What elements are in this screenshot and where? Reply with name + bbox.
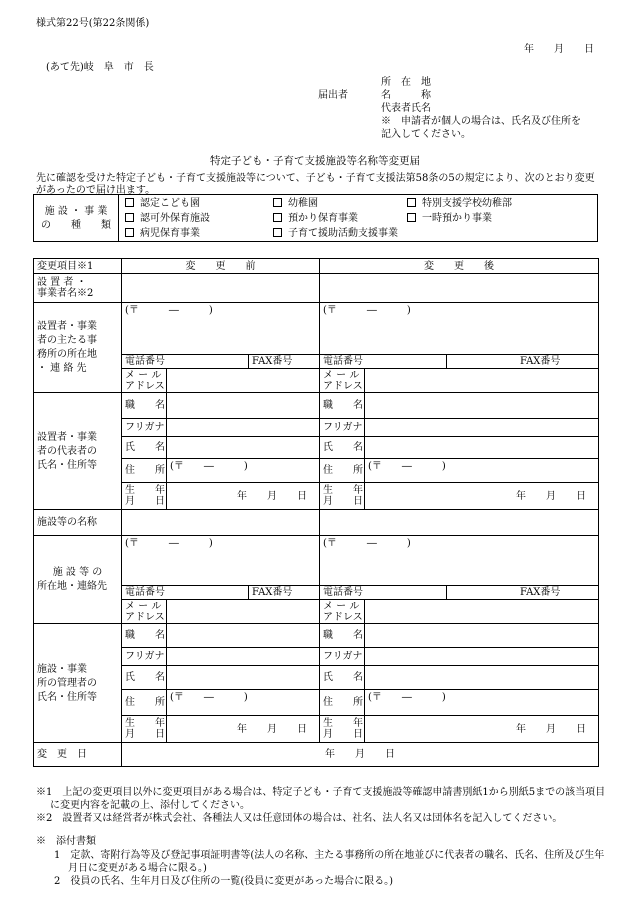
mgr-address-label-before: 住 所 [122, 690, 167, 716]
label-line: 生 年 [125, 485, 165, 496]
postal-code: (〒 ― ) [323, 538, 411, 549]
facility-fax-after[interactable] [447, 586, 599, 600]
office-address-label [34, 303, 122, 393]
checkbox[interactable] [125, 198, 134, 207]
name-label: 名 称 [381, 90, 431, 101]
option-label: 子育て援助活動支援事業 [288, 228, 398, 239]
facility-type-label [34, 195, 119, 242]
label-line: 者の主たる事 [37, 335, 97, 346]
facility-address-after[interactable] [320, 536, 599, 586]
mgr-address-before[interactable] [167, 690, 320, 716]
mgr-title-after[interactable] [365, 624, 599, 648]
facility-mail-before[interactable] [167, 600, 320, 624]
item-header: 変更項目※1 [34, 259, 122, 274]
form-number: 様式第22号(第22条関係) [36, 18, 150, 29]
mgr-title-label-before: 職 名 [122, 624, 167, 648]
checkbox[interactable] [407, 198, 416, 207]
facility-type-table [33, 194, 598, 242]
office-mail-after[interactable] [365, 369, 599, 393]
rep-name-before[interactable] [167, 437, 320, 459]
mgr-address-label-after: 住 所 [320, 690, 365, 716]
label-line: 施 設 等 の [52, 567, 103, 578]
label-line: 生 年 [125, 718, 165, 729]
postal-code: (〒 ― ) [323, 305, 411, 316]
note-1: ※1 上記の変更項目以外に変更項目がある場合は、特定子ども・子育て支援施設等確認申請書別紙1から別紙5までの該当項目 [36, 787, 606, 798]
change-date-value[interactable] [122, 743, 599, 767]
label-line: 生 年 [323, 718, 363, 729]
label-line: 設 置 者 ・ [37, 277, 87, 288]
label-line: 所在地・連絡先 [37, 581, 107, 592]
checkbox[interactable] [273, 213, 282, 222]
intro-text: 先に確認を受けた特定子ども・子育て支援施設等について、子ども・子育て支援法第58条の5の規定により、次のとおり変更 [36, 173, 595, 184]
applicant-note-cont: 記入してください。 [381, 129, 471, 140]
mgr-birth-after[interactable] [365, 716, 599, 743]
office-mail-label-after [320, 369, 365, 393]
rep-name-label-after: 氏 名 [320, 437, 365, 459]
facility-type-label-line2: の 種 類 [41, 219, 111, 231]
office-tel-before[interactable] [122, 355, 249, 369]
option-tokubetsu[interactable] [407, 198, 512, 209]
note-2: ※2 設置者又は経営者が株式会社、各種法人又は任意団体の場合は、社名、法人名又は団体名を記入してください。 [36, 813, 563, 824]
postal-code: (〒 ― ) [368, 461, 446, 472]
representative-label [34, 393, 122, 510]
label-line: ・ 連 絡 先 [37, 363, 87, 374]
tel-label: 電話番号 [323, 587, 363, 598]
label-line: メ ー ル [323, 369, 360, 381]
facility-mail-label-after [320, 600, 365, 624]
label-line: アドレス [323, 380, 363, 392]
date-placeholder: 年 月 日 [325, 749, 395, 760]
fax-label: FAX番号 [252, 587, 293, 598]
mgr-birth-before[interactable] [167, 716, 320, 743]
option-label: 預かり保育事業 [288, 213, 358, 224]
rep-birth-before[interactable] [167, 483, 320, 510]
attachment-2: 2 役員の氏名、生年月日及び住所の一覧(役員に変更があった場合に限る。) [54, 876, 394, 887]
intro-text-cont: があったので届け出ます。 [36, 185, 156, 196]
label-line: 所の管理者の [37, 677, 97, 689]
attachments-heading: ※ 添付書類 [36, 836, 96, 847]
mgr-furigana-before[interactable] [167, 648, 320, 666]
facility-type-options [119, 195, 598, 242]
option-nintei[interactable] [125, 198, 200, 209]
mgr-name-label-after: 氏 名 [320, 666, 365, 690]
tel-label: 電話番号 [323, 356, 363, 367]
rep-title-before[interactable] [167, 393, 320, 419]
rep-address-after[interactable] [365, 459, 599, 483]
fax-label: FAX番号 [252, 356, 293, 367]
mgr-birth-label-before [122, 716, 167, 743]
office-mail-before[interactable] [167, 369, 320, 393]
label-line: 氏名・住所等 [37, 691, 97, 703]
note-1-cont: に変更内容を記載の上、添付してください。 [50, 800, 250, 811]
option-kosodate-enjo[interactable] [273, 228, 398, 239]
rep-address-label-before: 住 所 [122, 459, 167, 483]
label-line: 設置者・事業 [37, 321, 97, 332]
setter-name-before[interactable] [122, 274, 320, 303]
rep-furigana-after[interactable] [365, 419, 599, 437]
attachment-1-cont: 月日に変更がある場合に限る。) [68, 863, 207, 874]
option-azukari[interactable] [273, 213, 358, 224]
facility-type-label-line1: 施 設 ・ 事 業 [44, 205, 108, 217]
manager-label [34, 624, 122, 743]
rep-furigana-before[interactable] [167, 419, 320, 437]
option-byouji[interactable] [125, 228, 200, 239]
option-label: 病児保育事業 [140, 228, 200, 239]
date-placeholder: 年 月 日 [516, 723, 586, 735]
office-address-after[interactable] [320, 303, 599, 355]
option-label: 一時預かり事業 [422, 213, 492, 224]
checkbox[interactable] [125, 228, 134, 237]
option-ninkagai[interactable] [125, 213, 210, 224]
applicant-note: ※ 申請者が個人の場合は、氏名及び住所を [381, 116, 581, 127]
label-line: メ ー ル [125, 600, 162, 612]
facility-name-label: 施設等の名称 [34, 510, 122, 536]
date-placeholder: 年 月 日 [237, 490, 307, 502]
before-header: 変 更 前 [122, 259, 320, 274]
postal-code: (〒 ― ) [368, 692, 446, 703]
rep-birth-after[interactable] [365, 483, 599, 510]
rep-title-after[interactable] [365, 393, 599, 419]
address-label: 所 在 地 [381, 77, 431, 88]
option-label: 認定こども園 [140, 198, 200, 209]
label-line: 者の代表者の [37, 445, 97, 457]
rep-title-label-before: 職 名 [122, 393, 167, 419]
change-table [33, 258, 599, 767]
label-line: 生 年 [323, 485, 363, 496]
postal-code: (〒 ― ) [170, 692, 248, 703]
representative-label: 代表者氏名 [381, 103, 431, 114]
checkbox[interactable] [407, 213, 416, 222]
postal-code: (〒 ― ) [125, 305, 213, 316]
label-line: アドレス [125, 380, 165, 392]
fax-label: FAX番号 [520, 356, 561, 367]
postal-code: (〒 ― ) [170, 461, 248, 472]
mgr-furigana-label-after: フリガナ [320, 648, 365, 666]
label-line: 月 日 [323, 496, 363, 507]
label-line: 月 日 [323, 729, 363, 740]
facility-mail-label-before [122, 600, 167, 624]
label-line: アドレス [125, 611, 165, 623]
rep-birth-label-before [122, 483, 167, 510]
attachment-1: 1 定款、寄附行為等及び登記事項証明書等(法人の名称、主たる事務所の所在地並びに代表者の職名、氏名、住所及び生年 [54, 850, 605, 861]
mgr-title-label-after: 職 名 [320, 624, 365, 648]
date-line: 年 月 日 [524, 44, 594, 55]
label-line: メ ー ル [323, 600, 360, 612]
rep-address-before[interactable] [167, 459, 320, 483]
change-date-label: 変 更 日 [34, 743, 122, 767]
mgr-birth-label-after [320, 716, 365, 743]
facility-mail-after[interactable] [365, 600, 599, 624]
rep-birth-label-after [320, 483, 365, 510]
facility-name-after[interactable] [320, 510, 599, 536]
label-line: 施設・事業 [37, 663, 87, 675]
mgr-title-before[interactable] [167, 624, 320, 648]
rep-furigana-label-before: フリガナ [122, 419, 167, 437]
facility-address-before[interactable] [122, 536, 320, 586]
page-title: 特定子ども・子育て支援施設等名称等変更届 [210, 155, 420, 167]
option-label: 幼稚園 [288, 198, 318, 209]
rep-furigana-label-after: フリガナ [320, 419, 365, 437]
checkbox[interactable] [125, 213, 134, 222]
option-label: 特別支援学校幼稚部 [422, 198, 512, 209]
office-fax-after[interactable] [447, 355, 599, 369]
facility-tel-after[interactable] [320, 586, 447, 600]
after-header: 変 更 後 [320, 259, 599, 274]
setter-name-after[interactable] [320, 274, 599, 303]
date-placeholder: 年 月 日 [516, 490, 586, 502]
label-line: 務所の所在地 [37, 349, 97, 360]
mgr-furigana-label-before: フリガナ [122, 648, 167, 666]
rep-address-label-after: 住 所 [320, 459, 365, 483]
date-placeholder: 年 月 日 [237, 723, 307, 735]
label-line: 月 日 [125, 729, 165, 740]
addressee: (あて先)岐 阜 市 長 [46, 62, 154, 73]
mgr-name-label-before: 氏 名 [122, 666, 167, 690]
fax-label: FAX番号 [520, 587, 561, 598]
facility-tel-before[interactable] [122, 586, 249, 600]
office-address-before[interactable] [122, 303, 320, 355]
facility-address-label [34, 536, 122, 624]
mgr-name-before[interactable] [167, 666, 320, 690]
applicant-label: 届出者 [318, 90, 348, 101]
option-youchien[interactable] [273, 198, 318, 209]
label-line: メ ー ル [125, 369, 162, 381]
checkbox[interactable] [273, 228, 282, 237]
setter-name-label [34, 274, 122, 303]
label-line: アドレス [323, 611, 363, 623]
rep-name-label-before: 氏 名 [122, 437, 167, 459]
option-ichiji[interactable] [407, 213, 492, 224]
mgr-address-after[interactable] [365, 690, 599, 716]
facility-fax-before[interactable] [249, 586, 320, 600]
tel-label: 電話番号 [125, 356, 165, 367]
tel-label: 電話番号 [125, 587, 165, 598]
label-line: 氏名・住所等 [37, 459, 97, 471]
office-fax-before[interactable] [249, 355, 320, 369]
option-label: 認可外保育施設 [140, 213, 210, 224]
label-line: 月 日 [125, 496, 165, 507]
rep-name-after[interactable] [365, 437, 599, 459]
office-mail-label-before [122, 369, 167, 393]
mgr-furigana-after[interactable] [365, 648, 599, 666]
office-tel-after[interactable] [320, 355, 447, 369]
postal-code: (〒 ― ) [125, 538, 213, 549]
label-line: 事業者名※2 [37, 288, 94, 299]
mgr-name-after[interactable] [365, 666, 599, 690]
facility-name-before[interactable] [122, 510, 320, 536]
rep-title-label-after: 職 名 [320, 393, 365, 419]
checkbox[interactable] [273, 198, 282, 207]
label-line: 設置者・事業 [37, 431, 97, 443]
